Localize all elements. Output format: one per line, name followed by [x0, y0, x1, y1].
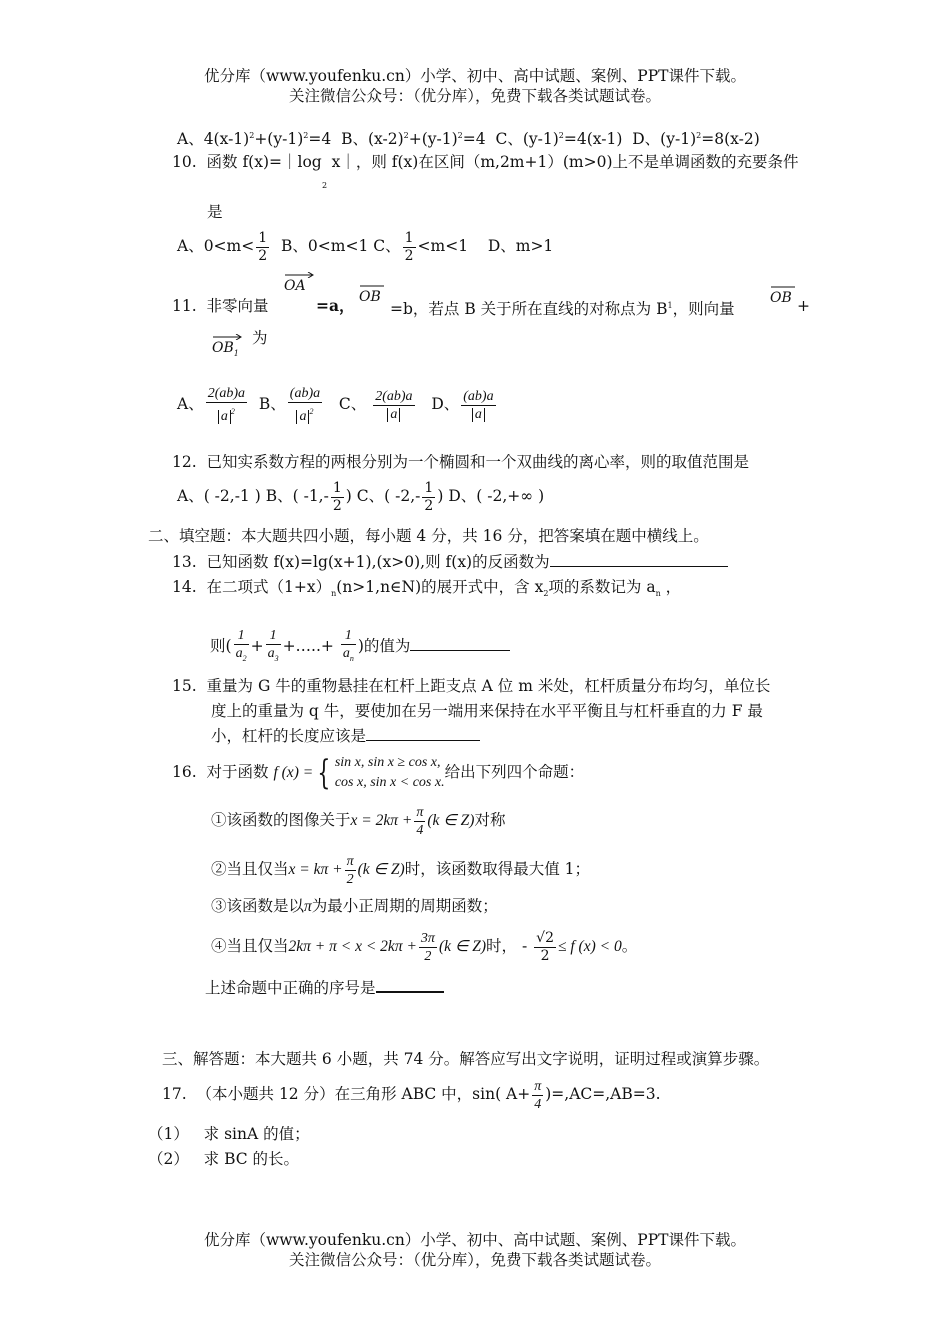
header-line-2: 关注微信公众号：（优分库），免费下载各类试题试卷。	[288, 87, 661, 105]
q14-answer-blank[interactable]	[410, 635, 510, 651]
vector-ob-2: OB	[770, 290, 792, 306]
q12-stem: 12. 已知实系数方程的两根分别为一个椭圆和一个双曲线的离心率，则的取值范围是	[172, 453, 750, 471]
section-2-heading: 二、填空题：本大题共四小题，每小题 4 分，共 16 分，把答案填在题中横线上。	[148, 527, 709, 545]
q11-stem: 11. 非零向量	[172, 297, 269, 315]
q10-log-base: 2	[322, 181, 328, 190]
q16-stem: 16. 对于函数 f (x) = { sin x, sin x ≥ cos x, cos x, sin x < cos x. 给出下列四个命题：	[172, 753, 585, 793]
vector-oa: OA	[284, 278, 306, 294]
q15-answer-blank[interactable]	[366, 725, 480, 741]
footer-line-1: 优分库（www.youfenku.cn）小学、初中、高中试题、案例、PPT课件下载。	[203, 1231, 747, 1249]
q14-expression: 则( $\frac{1}{a_2}$ + $\frac{1}{a_3}$ +…..+ $\frac{1}{a_n}$ )的值为	[210, 626, 510, 667]
q12-options: A、( -2,-1 ) B、( -1,- $\frac{1}{2}$ ) C、( -2,- $\frac{1}{2}$ ) D、( -2,+∞ )	[177, 479, 545, 514]
q16-proposition-3: ③该函数是以π为最小正周期的周期函数；	[211, 897, 498, 915]
q11-eq-b: =b，若点 B 关于所在直线的对称点为 $B^1$，则向量	[390, 300, 735, 319]
q16-proposition-4: ④当且仅当2kπ + π < x < 2kπ + $\frac{3\pi}{2}$ (k ∈ Z)时， - $\frac{√2}{2}$ ≤ f (x) < 0。	[211, 929, 638, 964]
section-3-heading: 三、解答题：本大题共 6 小题，共 74 分。解答应写出文字说明，证明过程或演算步骤。	[162, 1050, 770, 1068]
q17-part-2: （2） 求 BC 的长。	[148, 1150, 300, 1168]
q10-options: A、0<m< $\frac{1}{2}$ B、0<m<1 C、 $\frac{1}{2}$ <m<1 D、m>1	[177, 229, 554, 264]
vector-ob1: $OB_1$	[212, 340, 239, 358]
q15-line-1: 15. 重量为 G 牛的重物悬挂在杠杆上距支点 A 位 m 米处，杠杆质量分布均匀，单位长	[172, 677, 771, 695]
q9-options: A、$4(x-1)^2+(y-1)^2=4$ B、$(x-2)^2+(y-1)^2=4$ C、$(y-1)^2=4(x-1)$ D、$(y-1)^2=8(x-2)$	[177, 130, 760, 149]
q11-plus: +	[797, 297, 810, 315]
q11-stem-end: 为	[252, 329, 268, 347]
q16-proposition-2: ②当且仅当x = kπ + $\frac{\pi}{2}$ (k ∈ Z)时，该函数取得最大值 1；	[211, 853, 590, 887]
footer-line-2: 关注微信公众号：（优分库），免费下载各类试题试卷。	[288, 1251, 661, 1269]
q14-stem: 14. 在二项式$(1+x)_n(n>1,n\in N)$的展开式中，含 $x_2$项的系数记为 $a_n$ ，	[172, 578, 682, 599]
q16-answer-blank[interactable]	[376, 976, 444, 993]
q16-final: 上述命题中正确的序号是	[205, 976, 444, 998]
q17-part-1: （1） 求 sinA 的值；	[148, 1125, 310, 1143]
q13: 13. 已知函数 f(x)=lg(x+1),(x>0),则 f(x)的反函数为	[172, 551, 728, 572]
header-line-1: 优分库（www.youfenku.cn）小学、初中、高中试题、案例、PPT课件下载。	[203, 67, 747, 85]
q11-options: A、 $\frac{2(ab)a}{a ^2}$ B、 $\frac{(ab)a}{a ^2}$ C、 $\frac{2(ab)a}{a}$ D、 $\frac{(ab)a}{a}$	[177, 386, 494, 424]
q15-line-3: 小，杠杆的长度应该是	[211, 725, 480, 746]
q10-stem-end: 是	[207, 203, 223, 221]
q17-stem: 17. （本小题共 12 分）在三角形 ABC 中，sin( A+ $\frac{\pi}{4}$ )=,AC=,AB=3.	[162, 1078, 661, 1112]
q15-line-2: 度上的重量为 q 牛，要使加在另一端用来保持在水平平衡且与杠杆垂直的力 F 最	[211, 702, 763, 720]
q11-eq-a: =a，	[316, 296, 355, 315]
vector-ob: OB	[359, 289, 381, 305]
q10-stem: 10. 函数 f(x)=｜log x｜，则 f(x)在区间（m,2m+1）(m>0)上不是单调函数的充要条件	[172, 153, 799, 171]
q13-answer-blank[interactable]	[550, 551, 728, 567]
q16-proposition-1: ①该函数的图像关于x = 2kπ + $\frac{\pi}{4}$ (k ∈ Z)对称	[211, 804, 506, 838]
